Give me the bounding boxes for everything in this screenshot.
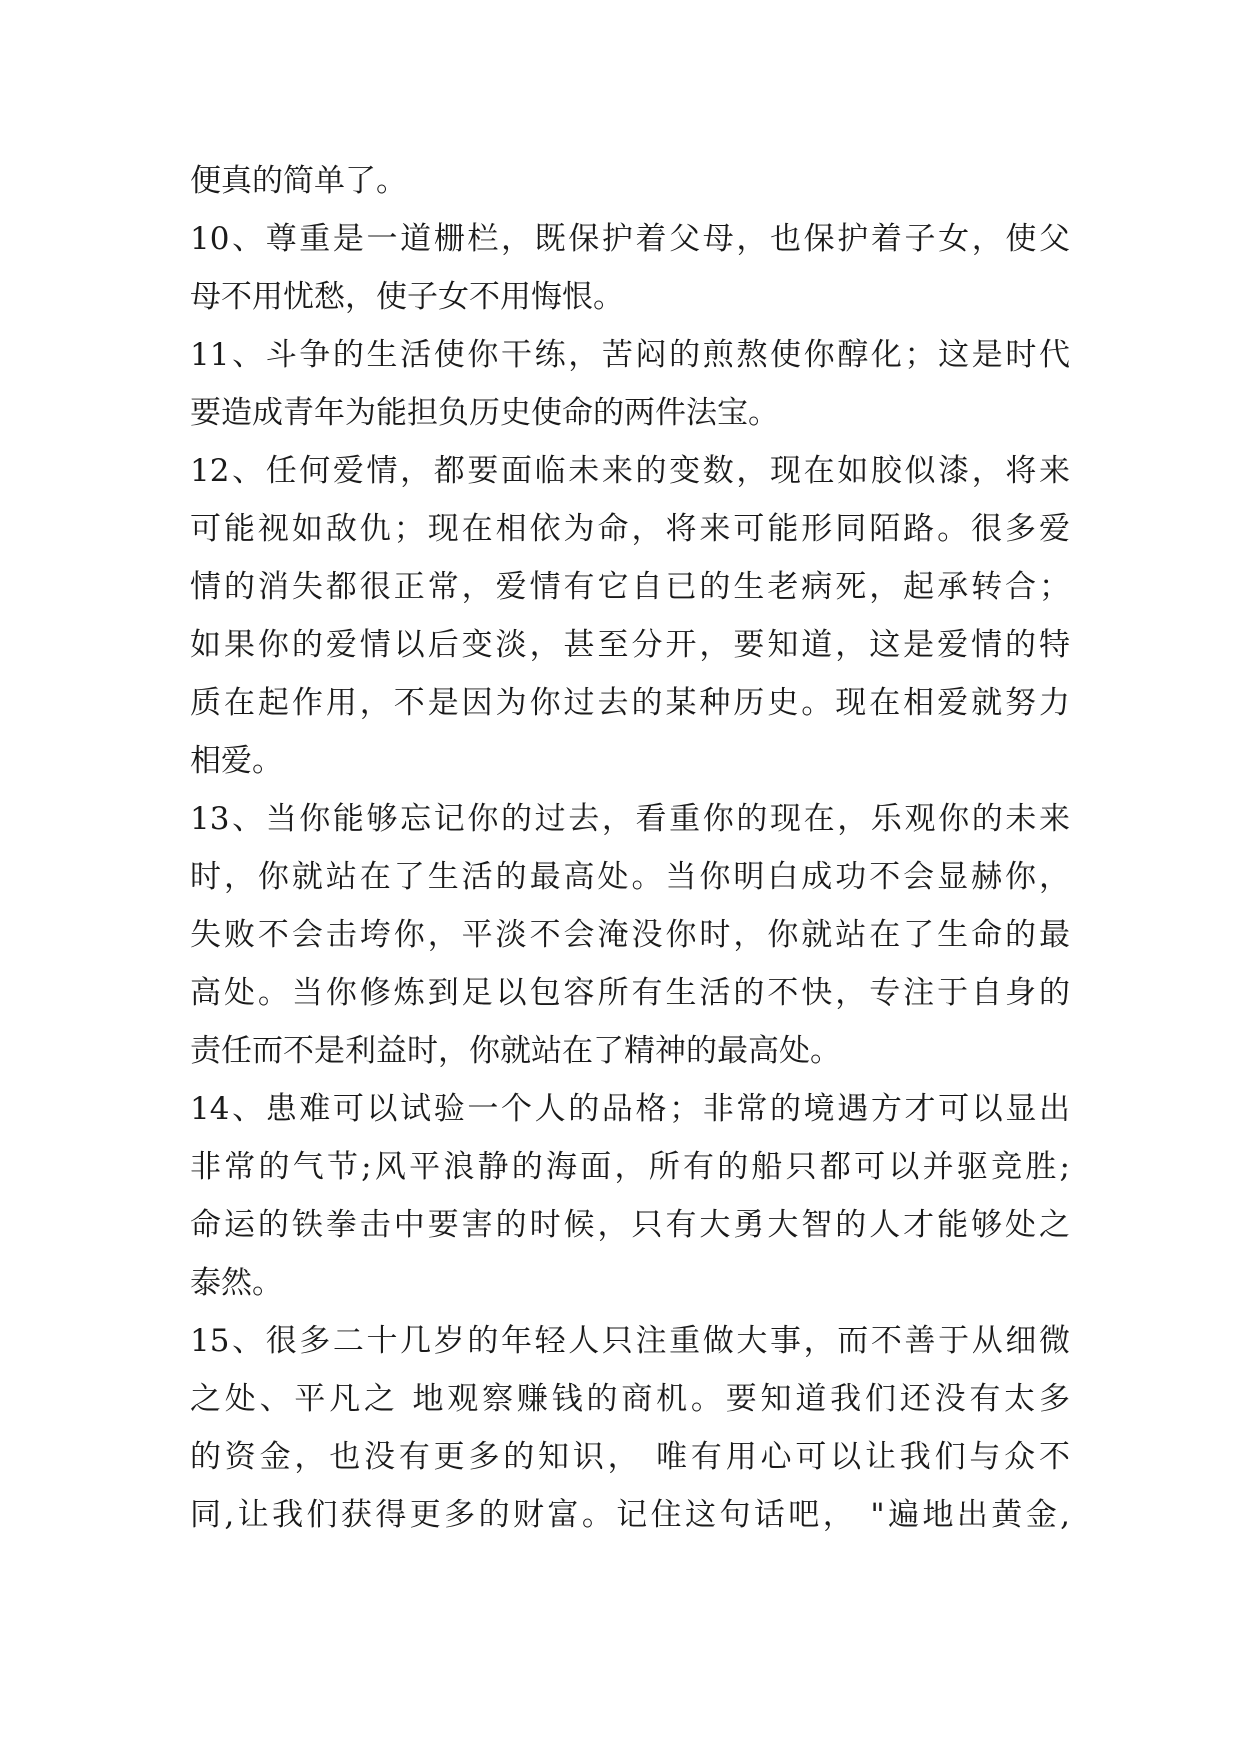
text-line: 12、任何爱情，都要面临未来的变数，现在如胶似漆，将来 <box>190 453 1070 489</box>
text-line: 相爱。 <box>190 743 283 779</box>
text-line: 可能视如敌仇；现在相依为命，将来可能形同陌路。很多爱 <box>190 511 1070 547</box>
text-line: 便真的简单了。 <box>190 163 407 199</box>
text-line: 如果你的爱情以后变淡，甚至分开，要知道，这是爱情的特 <box>190 627 1070 663</box>
text-line: 要造成青年为能担负历史使命的两件法宝。 <box>190 395 779 431</box>
text-line: 14、患难可以试验一个人的品格；非常的境遇方才可以显出 <box>190 1091 1070 1127</box>
text-line: 非常的气节;风平浪静的海面，所有的船只都可以并驱竞胜; <box>190 1149 1070 1185</box>
text-line: 情的消失都很正常，爱情有它自已的生老病死，起承转合； <box>190 569 1070 605</box>
text-line: 的资金，也没有更多的知识， 唯有用心可以让我们与众不 <box>190 1439 1070 1475</box>
text-line: 13、当你能够忘记你的过去，看重你的现在，乐观你的未来 <box>190 801 1070 837</box>
text-line: 泰然。 <box>190 1265 283 1301</box>
text-line: 责任而不是利益时，你就站在了精神的最高处。 <box>190 1033 841 1069</box>
text-line: 失败不会击垮你，平淡不会淹没你时，你就站在了生命的最 <box>190 917 1070 953</box>
text-line: 11、斗争的生活使你干练，苦闷的煎熬使你醇化；这是时代 <box>190 337 1070 373</box>
text-line: 之处、平凡之 地观察赚钱的商机。要知道我们还没有太多 <box>190 1381 1070 1417</box>
text-line: 15、很多二十几岁的年轻人只注重做大事，而不善于从细微 <box>190 1323 1070 1359</box>
text-line: 同,让我们获得更多的财富。记住这句话吧， "遍地出黄金, <box>190 1497 1070 1533</box>
text-line: 命运的铁拳击中要害的时候，只有大勇大智的人才能够处之 <box>190 1207 1070 1243</box>
document-body <box>190 152 1070 1544</box>
text-line: 10、尊重是一道栅栏，既保护着父母，也保护着子女，使父 <box>190 221 1070 257</box>
text-line: 时，你就站在了生活的最高处。当你明白成功不会显赫你， <box>190 859 1070 895</box>
text-line: 母不用忧愁，使子女不用悔恨。 <box>190 279 624 315</box>
text-line: 质在起作用，不是因为你过去的某种历史。现在相爱就努力 <box>190 685 1070 721</box>
text-line: 高处。当你修炼到足以包容所有生活的不快，专注于自身的 <box>190 975 1070 1011</box>
